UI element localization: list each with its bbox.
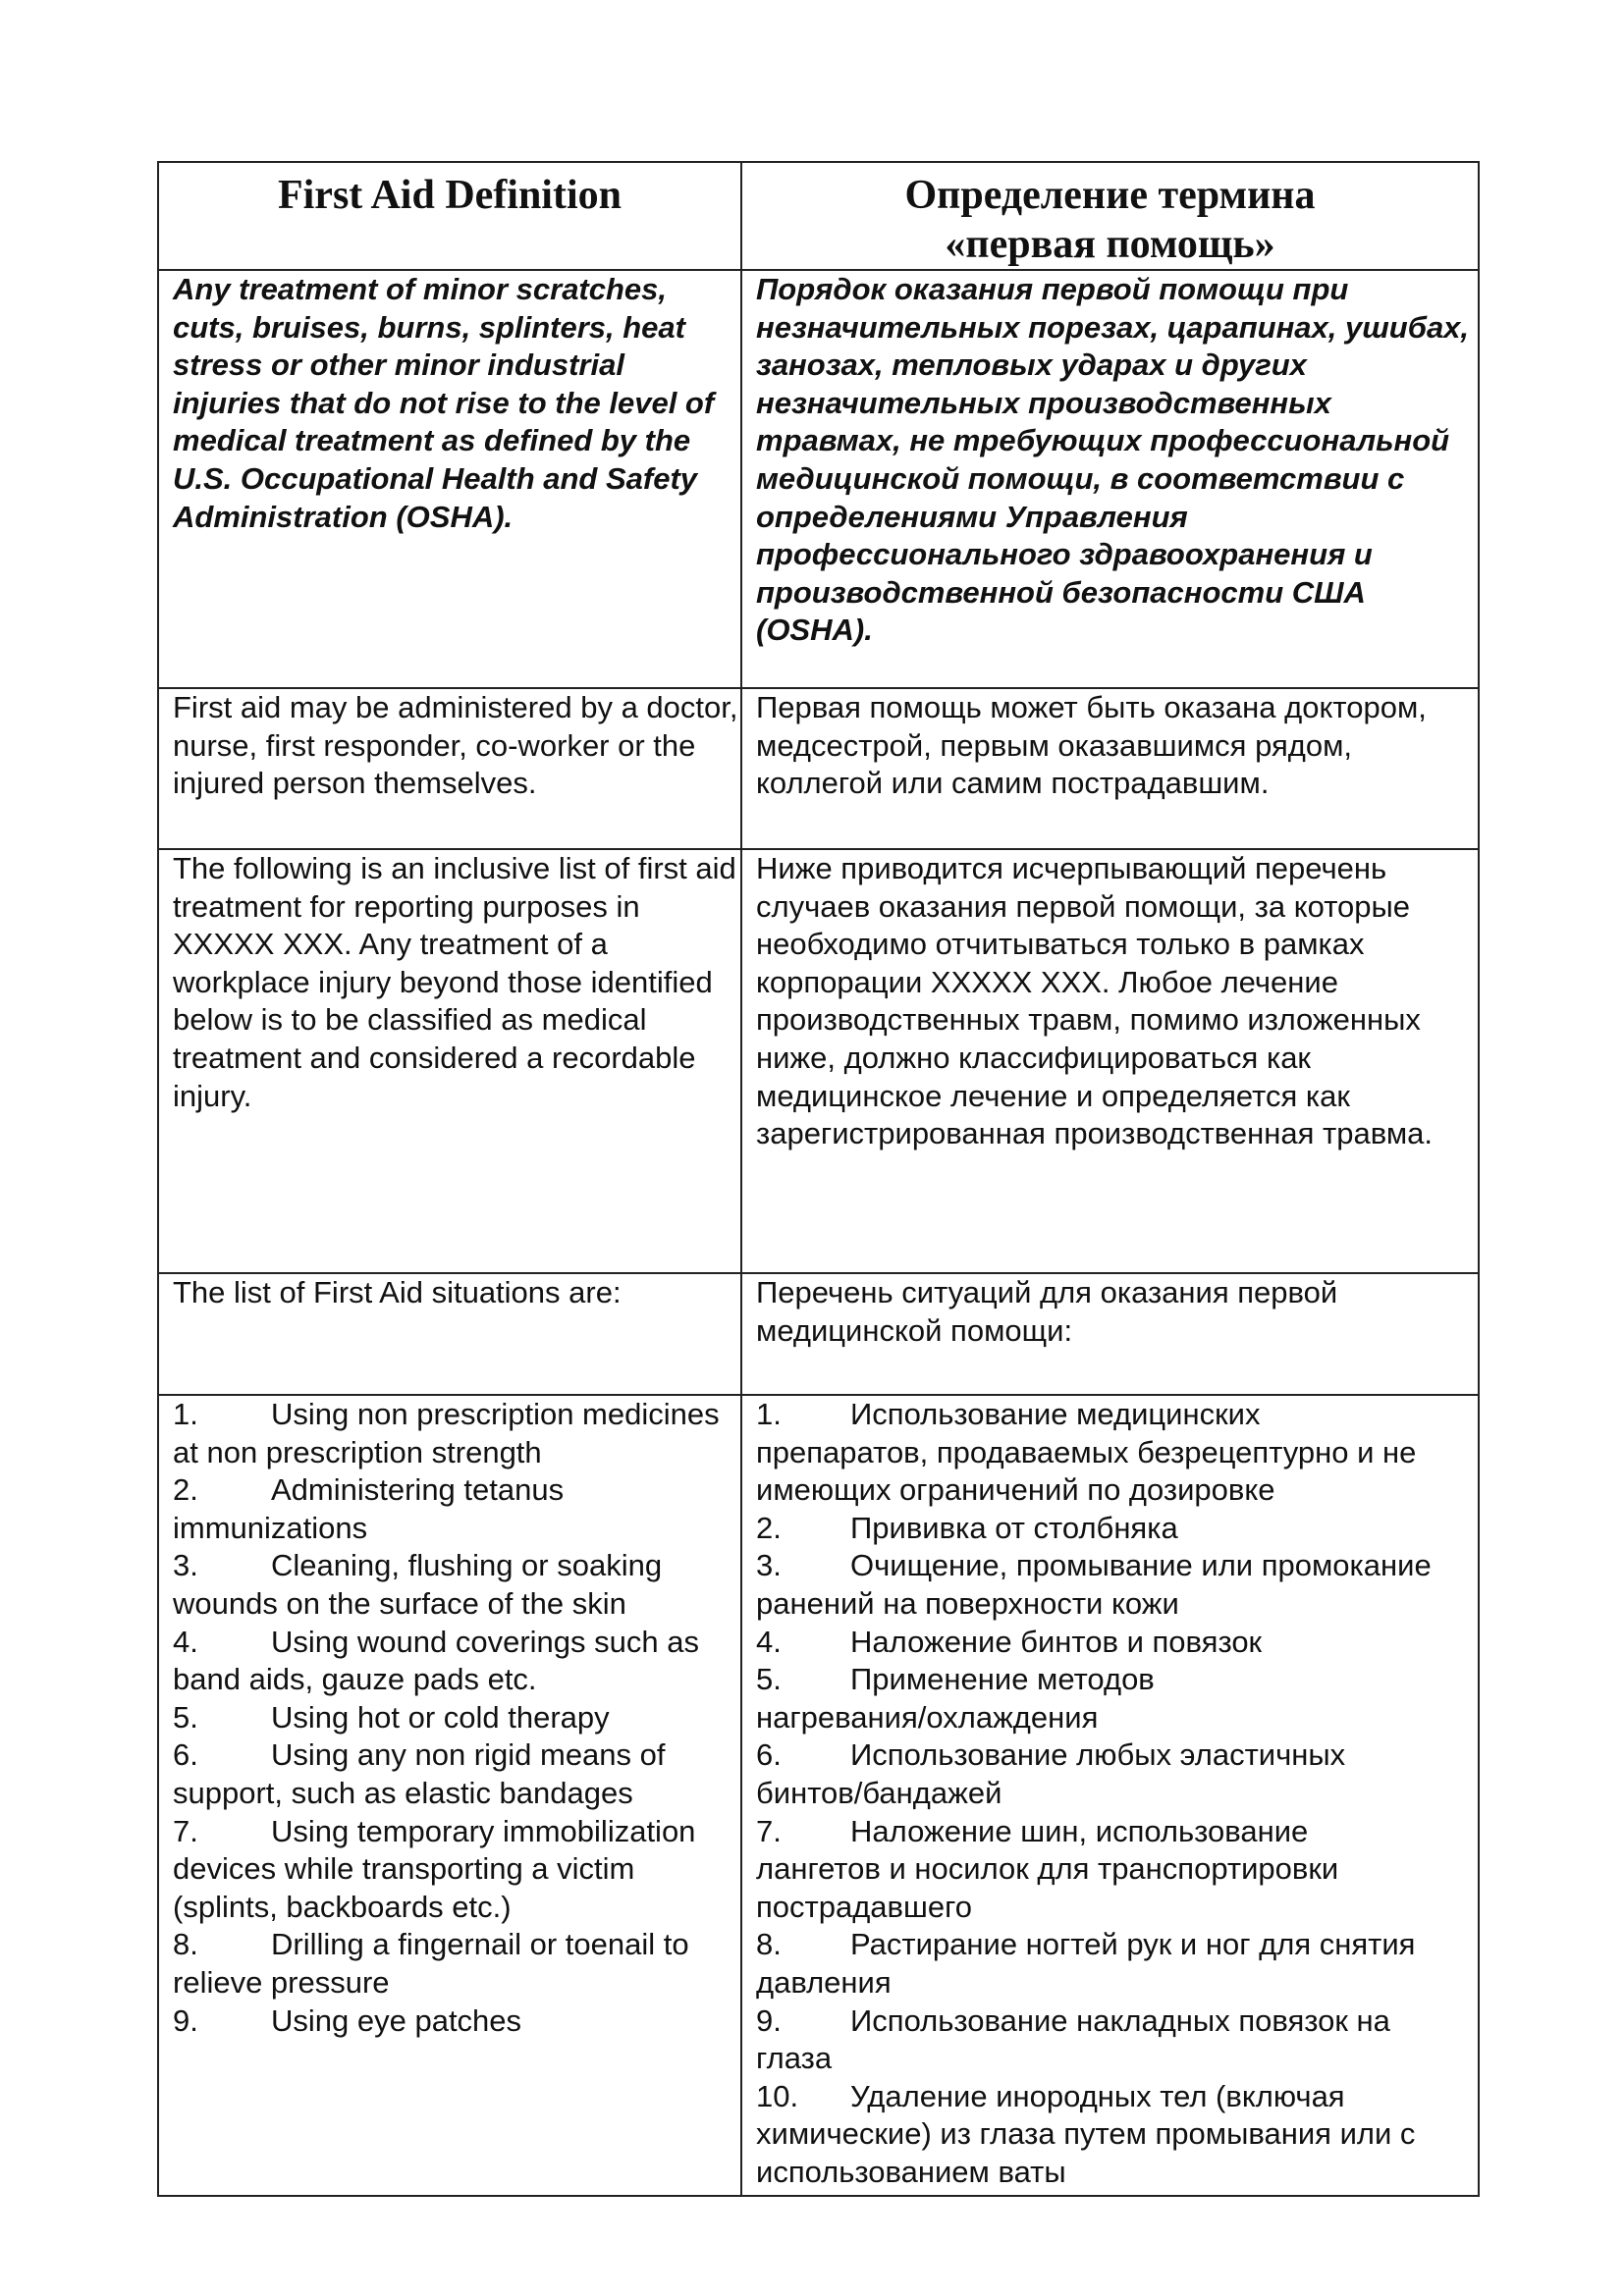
list-item-ru — [756, 1547, 1480, 1623]
list-item-text: Использование медицинских — [850, 1397, 1261, 1431]
list-item-number: 1. — [173, 1397, 198, 1431]
list-item-number: 3. — [756, 1548, 782, 1583]
list-item-text-cont: давления — [756, 1964, 892, 2000]
definition-en: Any treatment of minor scratches, cuts, bruises, burns, splinters, heat stress or other minor industrial injuries that do not rise to the level of medical treatment as defined by the U.S. Occupational Health and Safety Administration (OSHA). — [158, 270, 741, 688]
list-item-number: 7. — [173, 1813, 198, 1848]
list-item-text-cont: нагревания/охлаждения — [756, 1699, 1099, 1735]
inclusive-ru: Ниже приводится исчерпывающий перечень случаев оказания первой помощи, за которые необходимо отчитываться только в рамках корпорации XXXXX XXX. Любое лечение производственных травм, помимо изложенных ниже, должно классифицироваться как медицинское лечение и определяется как зарегистрированная производственная травма. — [741, 849, 1479, 1273]
list-item-en — [173, 1547, 738, 1623]
list-item-text: Использование накладных повязок на — [850, 2002, 1390, 2038]
list-en — [158, 1395, 741, 2196]
list-item-ru — [756, 1926, 1480, 2002]
list-item-text: Drilling a fingernail or toenail to relieve pressure — [173, 1927, 689, 2000]
administered-en: First aid may be administered by a doctor, nurse, first responder, co-worker or the injured person themselves. — [158, 688, 741, 849]
list-item-text-cont: глаза — [756, 2041, 833, 2076]
header-title-en: First Aid Definition — [277, 173, 622, 218]
list-item-number: 5. — [756, 1662, 782, 1697]
list-item-text: Использование любых эластичных — [850, 1737, 1346, 1773]
list-item-number: 6. — [173, 1737, 198, 1773]
list-item-text: Using wound coverings such as band aids, gauze pads etc. — [173, 1624, 699, 1697]
definition-ru: Порядок оказания первой помощи при незначительных порезах, царапинах, ушибах, занозах, тепловых ударах и других незначительных производственных травмах, не требующих профессиональной медицинской помощи, в соответствии с определениями Управления профессионального здравоохранения и производственной безопасности США (OSHA). — [741, 270, 1479, 688]
list-item-text: Удаление инородных тел (включая — [850, 2078, 1345, 2113]
list-item-text: Using temporary immobilization devices while transporting a victim (splints, backboards etc.) — [173, 1813, 696, 1924]
list-item-ru — [756, 1661, 1480, 1736]
list-item-en — [173, 1926, 738, 2002]
list-item-text: Прививка от столбняка — [850, 1510, 1178, 1545]
list-item-text-cont: бинтов/бандажей — [756, 1775, 1002, 1810]
list-item-text-cont: ранений на поверхности кожи — [756, 1585, 1179, 1621]
list-item-number: 8. — [756, 1927, 782, 1962]
definition-row — [158, 270, 1479, 688]
list-item-en — [173, 1736, 738, 1812]
header-row — [158, 162, 1479, 270]
list-item-number: 4. — [756, 1624, 782, 1659]
list-row — [158, 1395, 1479, 2196]
list-item-ru — [756, 2002, 1480, 2078]
list-item-text-cont: препаратов, продаваемых безрецептурно и не — [756, 1434, 1417, 1469]
inclusive-row — [158, 849, 1479, 1273]
list-item-text: Using any non rigid means of support, such as elastic bandages — [173, 1737, 666, 1810]
list-item-ru — [756, 1736, 1480, 1812]
list-item-number: 3. — [173, 1548, 198, 1583]
administered-ru: Первая помощь может быть оказана доктором, медсестрой, первым оказавшимся рядом, коллегой или самим пострадавшим. — [741, 688, 1479, 849]
list-item-ru — [756, 1510, 1480, 1548]
list-item-text: Administering tetanus immunizations — [173, 1472, 565, 1545]
list-item-number: 1. — [756, 1397, 782, 1431]
list-item-ru — [756, 2078, 1480, 2192]
list-item-number: 8. — [173, 1927, 198, 1962]
administered-row — [158, 688, 1479, 849]
list-item-ru — [756, 1813, 1480, 1927]
list-item-text: Применение методов — [850, 1662, 1155, 1697]
list-item-ru — [756, 1396, 1480, 1510]
first-aid-table — [157, 161, 1480, 2197]
list-item-text: Наложение бинтов и повязок — [850, 1624, 1263, 1659]
list-item-text-cont: имеющих ограничений по дозировке — [756, 1472, 1275, 1508]
list-item-en — [173, 2002, 738, 2041]
list-item-en — [173, 1624, 738, 1699]
list-item-number: 7. — [756, 1813, 782, 1848]
list-item-number: 6. — [756, 1737, 782, 1773]
list-item-text: Cleaning, flushing or soaking wounds on the surface of the skin — [173, 1548, 663, 1621]
list-item-number: 4. — [173, 1624, 198, 1659]
list-ru — [741, 1395, 1479, 2196]
list-item-text: Using non prescription medicines at non prescription strength — [173, 1397, 720, 1469]
situations-en: The list of First Aid situations are: — [158, 1273, 741, 1395]
list-item-en — [173, 1396, 738, 1471]
header-cell-en — [158, 162, 741, 270]
list-item-number: 2. — [173, 1472, 198, 1508]
list-item-en — [173, 1471, 738, 1547]
header-title-ru-line2: «первая помощь» — [945, 222, 1275, 267]
header-title-ru-line1: Определение термина — [904, 173, 1316, 218]
situations-ru: Перечень ситуаций для оказания первой медицинской помощи: — [741, 1273, 1479, 1395]
list-item-en — [173, 1813, 738, 1927]
list-item-text-cont: пострадавшего — [756, 1889, 972, 1924]
header-cell-ru — [741, 162, 1479, 270]
list-item-number: 9. — [756, 2002, 782, 2038]
list-item-en — [173, 1699, 738, 1737]
list-item-text: Растирание ногтей рук и ног для снятия — [850, 1927, 1416, 1962]
list-item-ru — [756, 1624, 1480, 1662]
list-item-number: 2. — [756, 1510, 782, 1545]
inclusive-en: The following is an inclusive list of first aid treatment for reporting purposes in XXXXX XXX. Any treatment of a workplace injury beyond those identified below is to be classified as medical treatment and considered a recordable injury. — [158, 849, 741, 1273]
list-item-number: 10. — [756, 2078, 799, 2113]
list-item-number: 5. — [173, 1699, 198, 1735]
list-item-text-cont: химические) из глаза путем промывания или с — [756, 2116, 1416, 2152]
situations-row — [158, 1273, 1479, 1395]
list-item-text: Using hot or cold therapy — [271, 1699, 610, 1735]
list-item-text: Очищение, промывание или промокание — [850, 1548, 1432, 1583]
list-item-text-cont: лангетов и носилок для транспортировки — [756, 1851, 1339, 1887]
list-item-text: Наложение шин, использование — [850, 1813, 1309, 1848]
list-item-text: Using eye patches — [271, 2002, 522, 2038]
list-item-number: 9. — [173, 2002, 198, 2038]
list-item-text-cont: использованием ваты — [756, 2154, 1066, 2189]
